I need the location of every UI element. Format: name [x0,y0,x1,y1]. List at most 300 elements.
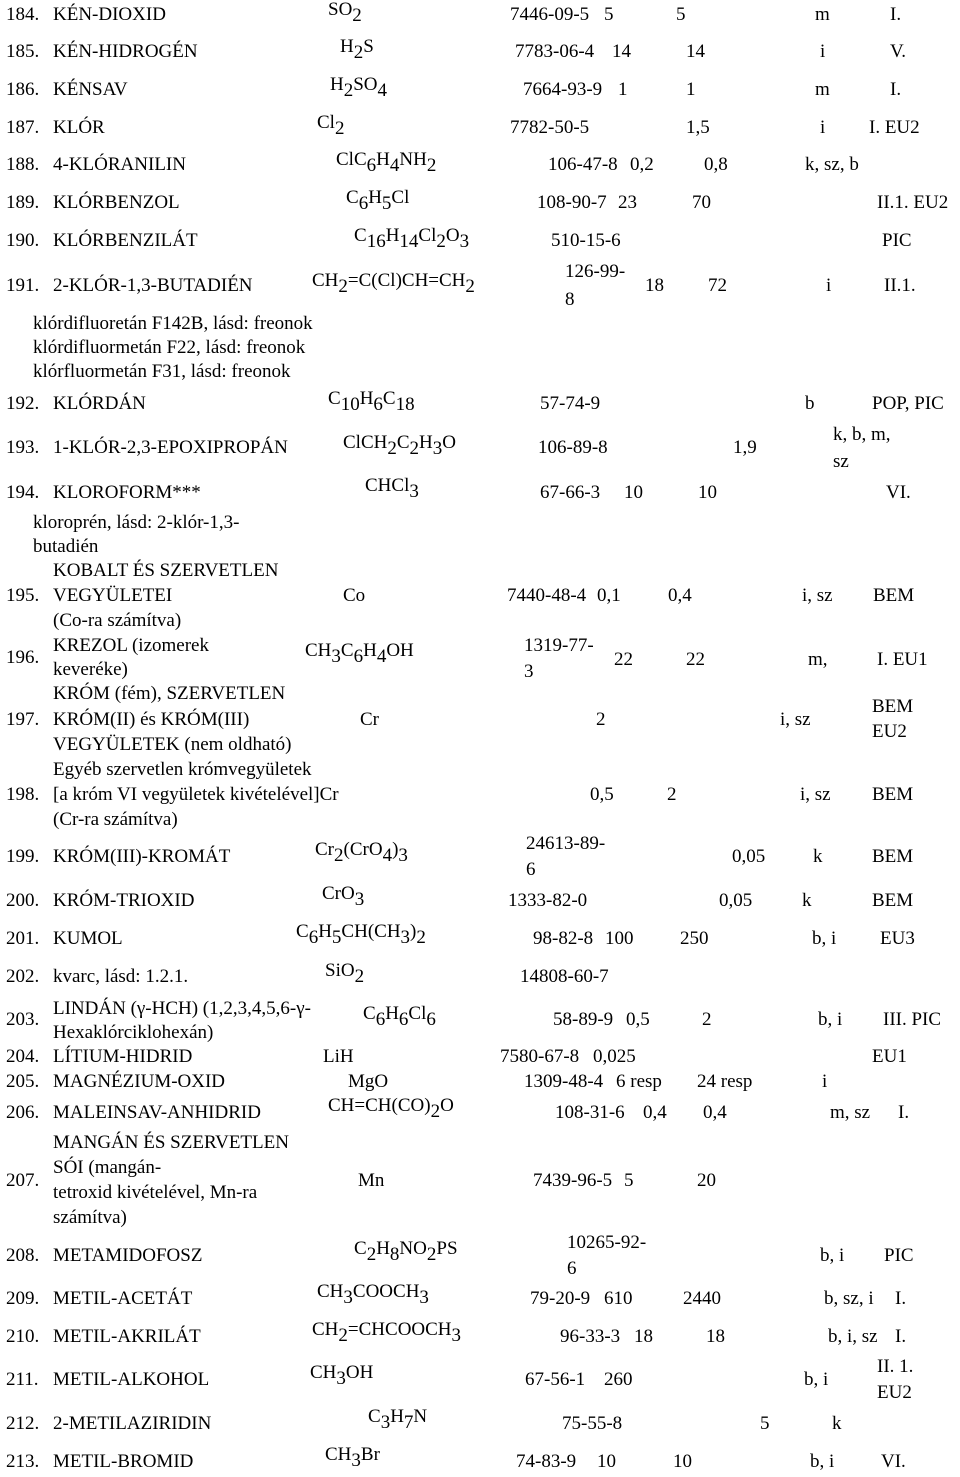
formula-part: SO [353,74,378,95]
formula-subscript: 8 [389,1244,400,1265]
cross-reference-note-cont: butadién [33,536,99,557]
row-number: 193. [6,437,40,458]
limit-value-2: 1,9 [733,437,757,458]
cas-number: 10265-92- [567,1232,647,1253]
formula-part: CH=CH(CO) [328,1095,431,1116]
reference: II.1. EU2 [877,192,949,213]
substance-name: METIL-ACETÁT [53,1288,193,1309]
formula-subscript: 2 [430,1101,441,1122]
formula-part: H [330,74,344,95]
row-number: 198. [6,784,40,805]
reference: BEM [872,890,914,911]
formula-subscript: 2 [343,80,354,101]
limit-value-2: 10 [698,482,717,503]
cas-number-cont: 6 [526,859,536,880]
formula-part: Cl [317,112,335,133]
reference: BEM [872,696,914,717]
property-code: i [822,1071,828,1092]
formula-part: C [354,225,367,246]
formula-subscript: 2 [436,231,446,252]
formula [328,0,362,26]
cas-number: 108-31-6 [555,1102,625,1123]
row-number: 185. [6,41,40,62]
formula-part: ClCH [343,432,388,453]
row-number: 192. [6,393,40,414]
substance-name: 2-METILAZIRIDIN [53,1413,212,1434]
substance-name-cont: VEGYÜLETEI [53,585,173,606]
formula-subscript: 3 [400,927,411,948]
formula [325,1444,380,1471]
formula-subscript: 2 [426,155,437,176]
formula-part: C [296,921,309,942]
formula-part: Br [360,1444,380,1465]
cas-number: 67-56-1 [525,1369,586,1390]
substance-name-cont: keveréke) [53,659,128,680]
formula-subscript: 6 [353,646,364,667]
formula-part: H [376,1238,390,1259]
substance-name: KÉN-DIOXID [53,4,166,25]
limit-value-1: 1 [618,79,628,100]
row-number: 208. [6,1245,40,1266]
formula-subscript: 2 [334,845,344,866]
formula-part: H [376,149,390,170]
cas-number: 7440-48-4 [507,585,587,606]
row-number: 206. [6,1102,40,1123]
substance-name: MANGÁN ÉS SZERVETLEN [53,1132,289,1153]
reference: VI. [886,482,911,503]
property-code: b, sz, i [824,1288,874,1309]
substance-name: KRÓM(III)-KROMÁT [53,846,231,867]
cas-number: 58-89-9 [553,1009,614,1030]
cas-number: 96-33-3 [560,1326,621,1347]
cas-number-cont: 8 [565,289,575,310]
cas-number: 67-66-3 [540,482,601,503]
formula-part: S [363,36,374,57]
substance-name: KLÓRDÁN [53,393,146,414]
property-code: k [813,846,823,867]
reference: I. EU2 [869,117,920,138]
formula-part: OH [345,1362,374,1383]
substance-name: 1-KLÓR-2,3-EPOXIPROPÁN [53,437,288,458]
substance-name: METIL-ALKOHOL [53,1369,210,1390]
cas-number: 7664-93-9 [523,79,603,100]
substance-name-cont: SÓI (mangán- [53,1157,162,1178]
property-code: b, i [810,1451,835,1472]
formula [296,921,426,948]
formula-subscript: 4 [376,646,387,667]
formula-subscript: 6 [398,1009,409,1030]
substance-name: KLOROFORM*** [53,482,201,503]
substance-name-cont: VEGYÜLETEK (nem oldható) [53,734,292,755]
formula-part: H [318,921,332,942]
limit-value-1: 0,1 [597,585,621,606]
formula [317,112,345,139]
formula-part: ClC [336,149,367,170]
limit-value-1: 0,025 [593,1046,636,1067]
limit-value-1: 5 [604,4,614,25]
formula-part: H [340,36,354,57]
formula: LiH [323,1046,354,1067]
formula-subscript: 5 [331,927,342,948]
reference-cont: EU2 [872,721,907,742]
formula-subscript: 3 [336,1368,346,1389]
limit-value-2: 2 [667,784,677,805]
formula-subscript: 3 [459,231,470,252]
substance-name: KÉN-HIDROGÉN [53,41,198,62]
cas-number: 126-99- [565,261,626,282]
formula-subscript: 7 [403,1412,414,1433]
substance-name: 2-KLÓR-1,3-BUTADIÉN [53,275,253,296]
formula-subscript: 2 [366,1244,377,1265]
substance-name: kvarc, lásd: 1.2.1. [53,966,189,987]
substance-name: MAGNÉZIUM-OXID [53,1071,226,1092]
row-number: 204. [6,1046,40,1067]
reference: BEM [872,846,914,867]
reference: EU3 [880,928,915,949]
formula [354,1238,458,1265]
property-code: m, [808,649,828,670]
formula [305,640,414,667]
limit-value-1: 5 [624,1170,634,1191]
formula-part: NH [399,149,427,170]
limit-value-1: 10 [597,1451,616,1472]
formula-part: C [363,1003,376,1024]
property-code: i [820,41,826,62]
formula-part: CH [325,1444,352,1465]
limit-value-1: 18 [634,1326,653,1347]
formula-subscript: 18 [395,394,415,415]
formula-part: H [368,187,382,208]
formula-subscript: 6 [366,155,377,176]
limit-value-1: 260 [604,1369,633,1390]
limit-value-1: 6 resp [616,1071,662,1092]
substance-name-cont: tetroxid kivételével, Mn-ra [53,1182,258,1203]
limit-value-2: 2 [596,709,606,730]
limit-value-2: 250 [680,928,709,949]
formula-part: =CHCOOCH [347,1319,452,1340]
formula-subscript: 6 [373,394,383,415]
substance-name-cont: (Co-ra számítva) [53,610,182,631]
row-number: 202. [6,966,40,987]
formula [328,388,415,415]
formula [312,1319,462,1346]
formula-subscript: 2 [334,118,345,139]
substance-name: LÍTIUM-HIDRID [53,1046,193,1067]
formula-subscript: 2 [465,276,475,297]
property-code: k [832,1413,842,1434]
formula [328,1095,454,1122]
formula-part: CrO [322,883,355,904]
formula-part: CH [312,270,339,291]
formula-part: H [390,1406,404,1427]
formula-subscript: 4 [389,155,400,176]
formula-subscript: 3 [354,889,365,910]
formula [317,1281,429,1308]
reference: I. [898,1102,910,1123]
formula-part: O [445,225,460,246]
formula-subscript: 5 [381,193,392,214]
cross-reference-note: klórfluormetán F31, lásd: freonok [33,361,291,382]
reference: BEM [872,784,914,805]
limit-value-2: 20 [697,1170,716,1191]
formula-part: H [385,225,400,246]
row-number: 188. [6,154,40,175]
substance-name: METAMIDOFOSZ [53,1245,203,1266]
formula-subscript: 2 [387,438,397,459]
cas-number: 14808-60-7 [520,966,609,987]
formula [330,74,388,101]
formula-part: SO [328,0,353,20]
reference: POP, PIC [872,393,944,414]
formula-subscript: 3 [432,438,443,459]
formula-part: C [368,1406,381,1427]
cas-number: 108-90-7 [537,192,607,213]
formula-subscript: 6 [375,1009,386,1030]
row-number: 194. [6,482,40,503]
limit-value-1: 0,5 [626,1009,650,1030]
formula-part: =C(Cl)CH=CH [347,270,466,291]
limit-value-2: 0,05 [719,890,753,911]
formula [310,1362,374,1389]
cross-reference-note: klórdifluormetán F22, lásd: freonok [33,337,306,358]
substance-name-cont: [a króm VI vegyületek kivételével]Cr [53,784,339,805]
row-number: 212. [6,1413,40,1434]
row-number: 191. [6,275,40,296]
substance-name-cont: KRÓM(II) és KRÓM(III) [53,709,250,730]
reference: V. [890,41,907,62]
formula-subscript: 14 [399,231,419,252]
row-number: 196. [6,647,40,668]
limit-value-2: 2 [702,1009,712,1030]
limit-value-2: 1 [686,79,696,100]
limit-value-2: 2440 [683,1288,721,1309]
substance-name-cont: számítva) [53,1207,127,1228]
limit-value-2: 18 [706,1326,725,1347]
formula: MgO [348,1071,389,1092]
property-code: b, i [820,1245,845,1266]
formula-part: OH [386,640,414,661]
limit-value-2: 5 [676,4,686,25]
formula-subscript: 2 [352,5,362,26]
formula-subscript: 2 [409,438,420,459]
cas-number: 1319-77- [524,635,594,656]
row-number: 213. [6,1451,40,1472]
limit-value-2: 10 [673,1451,692,1472]
formula-subscript: 6 [426,1009,436,1030]
formula-subscript: 10 [340,394,360,415]
formula-subscript: 2 [338,276,348,297]
formula-part: CH [305,640,332,661]
substance-name: KREZOL (izomerek [53,635,209,656]
property-code: b, i [804,1369,829,1390]
property-code: i, sz [802,585,833,606]
row-number: 195. [6,585,40,606]
cas-number: 75-55-8 [562,1413,623,1434]
limit-value-1: 610 [604,1288,633,1309]
limit-value-1: 100 [605,928,634,949]
reference: II.1. [884,275,916,296]
substance-name: KUMOL [53,928,123,949]
reference: PIC [882,230,912,251]
limit-value-2: 0,4 [668,585,692,606]
cas-number: 7783-06-4 [515,41,595,62]
formula-subscript: 4 [382,845,393,866]
substance-name: KLÓRBENZILÁT [53,230,198,251]
formula-subscript: 3 [380,1412,391,1433]
cas-number: 106-47-8 [548,154,618,175]
row-number: 200. [6,890,40,911]
formula-part: Cl [391,187,410,208]
property-code: m [815,4,830,25]
formula-subscript: 2 [416,927,426,948]
formula-subscript: 2 [338,1325,348,1346]
formula-part: CH [310,1362,337,1383]
property-code: k, sz, b [805,154,859,175]
row-number: 187. [6,117,40,138]
formula [325,960,365,987]
cas-number: 98-82-8 [533,928,594,949]
property-code: k, b, m, [833,424,891,445]
formula-part: C [382,388,396,409]
limit-value-2: 72 [708,275,727,296]
row-number: 190. [6,230,40,251]
formula-part: CH [312,1319,339,1340]
property-code: i, sz [800,784,831,805]
substance-name-cont: Hexaklórciklohexán) [53,1022,214,1043]
reference: I. [895,1288,907,1309]
cas-number: 7439-96-5 [533,1170,613,1191]
formula [346,187,410,214]
reference: I. EU1 [877,649,928,670]
property-code: k [802,890,812,911]
substance-name: METIL-BROMID [53,1451,194,1472]
cas-number-cont: 6 [567,1258,577,1279]
limit-value-1: 18 [645,275,664,296]
row-number: 199. [6,846,40,867]
cas-number: 106-89-8 [538,437,608,458]
formula-subscript: 2 [354,966,365,987]
formula-part: H [363,640,377,661]
formula-part: CH [317,1281,344,1302]
limit-value-2: 1,5 [686,117,710,138]
reference: VI. [881,1451,906,1472]
property-code: i [820,117,826,138]
formula-part: N [413,1406,428,1427]
formula [354,225,470,252]
row-number: 189. [6,192,40,213]
row-number: 203. [6,1009,40,1030]
formula-part: Cl [408,1003,427,1024]
reference: I. [890,79,902,100]
formula-subscript: 6 [308,927,319,948]
formula-part: C [354,1238,367,1259]
reference: BEM [873,585,915,606]
formula-part: C [328,388,341,409]
formula-subscript: 16 [366,231,386,252]
formula-part: H [419,432,433,453]
formula-subscript: 3 [419,1287,429,1308]
property-code: i, sz [780,709,811,730]
formula-subscript: 3 [331,646,341,667]
formula: Co [343,585,366,606]
substance-name: KLÓR [53,117,105,138]
row-number: 184. [6,4,40,25]
property-code: m, sz [830,1102,871,1123]
reference: EU1 [872,1046,907,1067]
cas-number: 1309-48-4 [524,1071,604,1092]
formula [363,1003,436,1030]
property-code-cont: sz [833,451,849,472]
cas-number: 74-83-9 [516,1451,577,1472]
formula-subscript: 2 [426,1244,437,1265]
formula-part: CHCl [365,475,410,496]
formula-part: C [346,187,359,208]
reference: I. [895,1326,907,1347]
row-number: 211. [6,1369,39,1390]
formula-part: PS [436,1238,458,1259]
cross-reference-note: kloroprén, lásd: 2-klór-1,3- [33,512,240,533]
formula-subscript: 6 [358,193,369,214]
reference: II. 1. [877,1356,914,1377]
cas-number: 1333-82-0 [508,890,588,911]
row-number: 209. [6,1288,40,1309]
formula-part: Cr [315,839,334,860]
limit-value-2: 22 [686,649,705,670]
formula-part: O [442,432,457,453]
formula-part: H [359,388,374,409]
formula-part: CH(CH [341,921,401,942]
reference: III. PIC [883,1009,942,1030]
limit-value-2: 0,4 [703,1102,727,1123]
limit-value-2: 0,8 [704,154,728,175]
substance-name: KRÓM-TRIOXID [53,890,195,911]
reference: I. [890,4,902,25]
formula: Cr [360,709,379,730]
limit-value-2: 24 resp [697,1071,753,1092]
formula [336,149,437,176]
substance-name: MALEINSAV-ANHIDRID [53,1102,261,1123]
row-number: 186. [6,79,40,100]
substance-name: 4-KLÓRANILIN [53,154,186,175]
substance-name: KÉNSAV [53,79,128,100]
formula-part: ) [392,839,399,860]
limit-value-1: 0,5 [590,784,614,805]
cas-number: 7782-50-5 [510,117,590,138]
formula-part: H [385,1003,399,1024]
formula-part: COOCH [352,1281,420,1302]
formula [340,36,374,63]
formula [322,883,365,910]
cross-reference-note: klórdifluoretán F142B, lásd: freonok [33,313,313,334]
cas-number: 79-20-9 [530,1288,591,1309]
formula: Mn [358,1170,385,1191]
property-code: b, i [818,1009,843,1030]
limit-value-2: 5 [760,1413,770,1434]
limit-value-2: 14 [686,41,705,62]
substance-name: LINDÁN (γ-HCH) (1,2,3,4,5,6-γ- [53,998,311,1019]
substance-name-cont: (Cr-ra számítva) [53,809,178,830]
limit-value-1: 14 [612,41,631,62]
property-code: b [805,393,815,414]
property-code: b, i, sz [828,1326,878,1347]
formula-part: (CrO [343,839,383,860]
formula [343,432,457,459]
limit-value-2: 0,05 [732,846,766,867]
substance-name: Egyéb szervetlen krómvegyületek [53,759,312,780]
cas-number: 57-74-9 [540,393,601,414]
formula-part: NO [399,1238,427,1259]
limit-value-1: 0,2 [630,154,654,175]
